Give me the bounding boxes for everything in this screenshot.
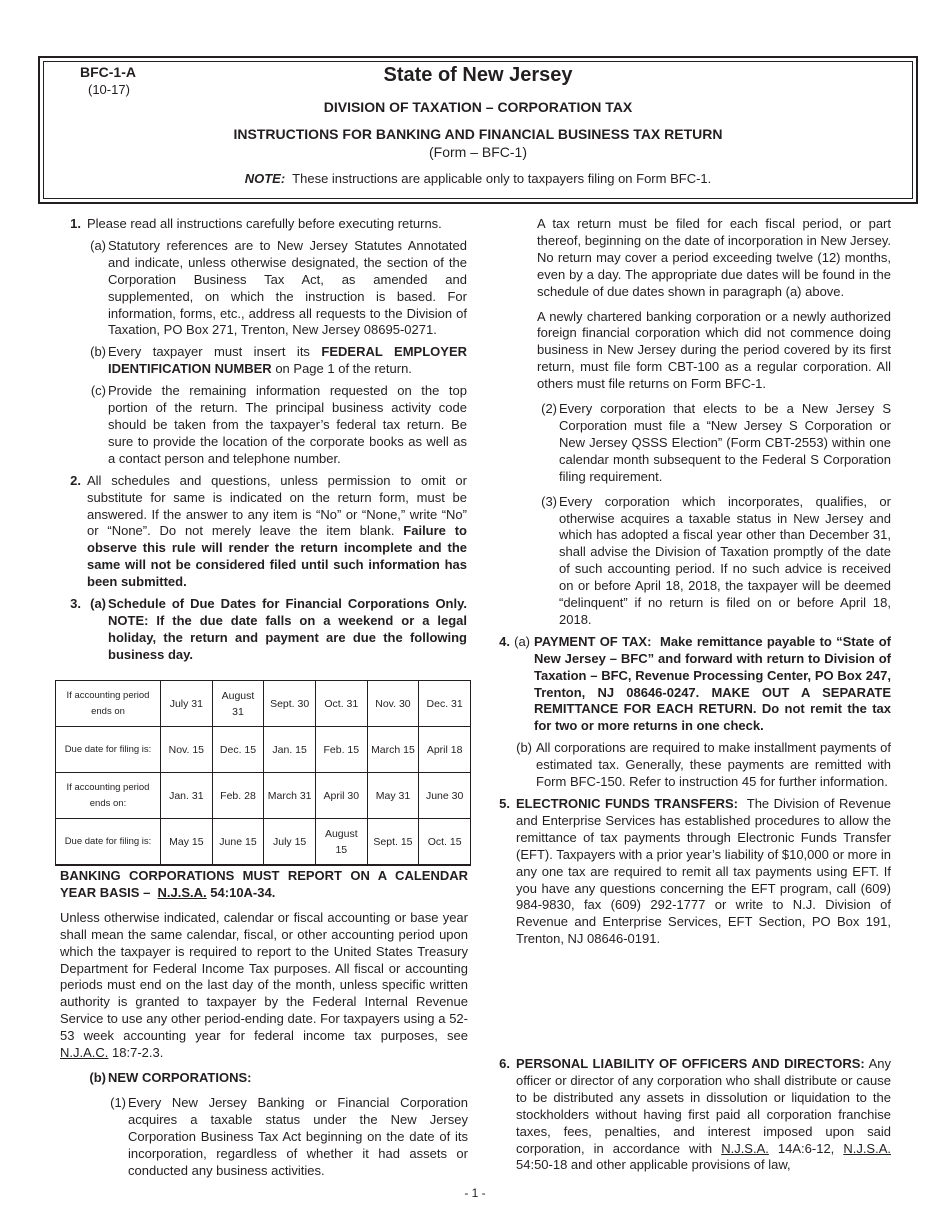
new-corp-item-1-text: Every New Jersey Banking or Financial Corporation acquires a taxable status under the New Jersey Corporation Business Tax Act beginning on the date of its incorporation, regardless of whether it had assets or conducted any business activities. — [128, 1094, 468, 1178]
liability-cite-2-rest: 54:50-18 and other applicable provisions of law, — [516, 1157, 791, 1173]
section-1b-text-end: on Page 1 of the return. — [275, 361, 412, 377]
new-corporations-label: (b) — [89, 1069, 106, 1085]
table-cell: April 30 — [315, 773, 367, 819]
table-cell: Feb. 28 — [212, 773, 264, 819]
payment-text: Make remittance payable to “State of New Jersey – BFC” and forward with return to Division of Taxation – BFC, Revenue Processing Center, PO Box 247, Trenton, NJ 08646-0247. MAKE OUT A SEPARATE REMITTANCE FOR EACH RETURN. Do not remit the tax for two or more returns in one check. — [534, 633, 891, 734]
newly-chartered-paragraph: A newly chartered banking corporation or a newly authorized foreign financial corporation which did not commence doing business in New Jersey during the period covered by its first return, must file form CBT-100 as a regular corporation. All others must file returns on Form BFC-1. — [537, 308, 891, 392]
table-cell: Oct. 31 — [315, 681, 367, 727]
section-1c — [62, 383, 467, 468]
item-3-label: (3) — [541, 493, 557, 509]
item-3 — [495, 494, 891, 629]
section-2-text: All schedules and questions, unless permission to omit or substitute for same is indicated on the return form, must be answered. If the answer to any item is “No” or “None,” write “No” or “None”. Do not merely leave the item blank. — [87, 472, 467, 539]
page-number: - 1 - — [464, 1186, 486, 1200]
section-4b-label: (b) — [516, 740, 532, 756]
section-6-number: 6. — [499, 1056, 510, 1071]
row-header: Due date for filing is: — [56, 727, 161, 773]
note-label: NOTE: — [244, 171, 286, 186]
section-1b-label: (b) — [90, 344, 106, 360]
row-header: Due date for filing is: — [56, 819, 161, 866]
item-3-text: Every corporation which incorporates, qualifies, or otherwise acquires a taxable status in New Jersey and which has adopted a fiscal year other than December 31, shall advise the Division of Taxation promptly of the date of such accounting period. If no such advice is received on or before April 18, 2018, the taxpayer will be deemed “delinquent” if no return is filed on or before April 18, 2018. — [559, 493, 891, 627]
section-1-number: 1. — [70, 216, 81, 231]
liability-text: Any officer or director of any corporation who shall distribute or cause to be distributed any assets in dissolution or liquidation to the stockholders without having first paid all corporation franchise taxes, fees, penalties, and interest imposed upon said corporation, in accordance with — [516, 1056, 891, 1156]
section-1b — [62, 344, 467, 378]
section-3a-label: (a) — [90, 596, 106, 612]
table-cell: May 15 — [161, 819, 213, 866]
table-cell: July 15 — [264, 819, 316, 866]
liability-cite-2: N.J.S.A. — [843, 1140, 891, 1156]
section-1c-text: Provide the remaining information requested on the top portion of the return. The principal business activity code should be taken from the taxpayer’s federal tax return. Be sure to provide the location of the corporate books as well as a contact person and telephone number. — [108, 383, 467, 466]
state-title: State of New Jersey — [383, 64, 573, 86]
table-cell: August 31 — [212, 681, 264, 727]
header-note — [0, 171, 950, 186]
accounting-cite-rest: 18:7-2.3. — [112, 1045, 164, 1061]
new-corporations-heading — [60, 1070, 468, 1087]
form-revision: (10-17) — [88, 82, 130, 97]
section-6 — [495, 1056, 891, 1174]
banking-cite-rest: 54:10A-34. — [210, 884, 276, 900]
table-row — [56, 773, 471, 819]
section-6-block — [495, 1056, 891, 1174]
section-2 — [62, 473, 467, 591]
new-corp-item-1 — [60, 1095, 468, 1180]
item-2-text: Every corporation that elects to be a New Jersey S Corporation must file a “New Jersey S Corporation or New Jersey QSSS Election” (Form CBT-2553) within one calendar month subsequent to the Federal S Corporation filing requirement. — [559, 401, 891, 484]
eft-text: The Division of Revenue and Enterprise Services has established procedures to allow the remittance of tax payments through Electronic Funds Transfer (EFT). Taxpayers with a prior year’s liability of $10,000 or more in any one tax are required to remit all tax payments using EFT. If you have any questions concerning the EFT program, call (609) 984-9830, fax (609) 292-1777 or write to N.J. Division of Revenue and Enterprise Services, EFT Section, PO Box 191, Trenton, NJ 08646-0191. — [516, 796, 891, 947]
section-3a-text: Schedule of Due Dates for Financial Corporations Only. NOTE: If the due date falls on a weekend or a legal holiday, the return and payment are due the following business day. — [108, 596, 467, 662]
table-cell: March 31 — [264, 773, 316, 819]
row-header: If accounting period ends on — [56, 681, 161, 727]
accounting-cite: N.J.A.C. — [60, 1045, 109, 1061]
banking-heading — [60, 868, 468, 902]
section-2-warning: Failure to observe this rule will render the return incomplete and the same will not be considered filed until such information has been submitted. — [87, 523, 467, 590]
table-row — [56, 681, 471, 727]
accounting-paragraph — [60, 910, 468, 1062]
section-1c-label: (c) — [90, 383, 106, 399]
right-column — [495, 216, 891, 948]
item-2 — [495, 401, 891, 486]
table-row — [56, 819, 471, 866]
section-4a: 4. (a) PAYMENT OF TAX: Make remittance payable to “State of New Jersey – BFC” and forward with return to Division of Taxation – BFC, Revenue Processing Center, PO Box 247, Trenton, NJ 08646-0247. MAKE OUT A SEPARATE REMITTANCE FOR EACH RETURN. Do not remit the tax for two or more returns in one check. — [495, 634, 891, 735]
division-title: DIVISION OF TAXATION – CORPORATION TAX — [323, 99, 633, 115]
table-cell: Dec. 31 — [419, 681, 471, 727]
table-cell: August 15 — [315, 819, 367, 866]
item-2-label: (2) — [541, 401, 557, 417]
table-cell: Jan. 31 — [161, 773, 213, 819]
table-cell: July 31 — [161, 681, 213, 727]
banking-heading-text: BANKING CORPORATIONS MUST REPORT ON A CALENDAR YEAR BASIS – — [60, 868, 468, 900]
section-4a-label: (a) — [514, 633, 530, 649]
section-2-number: 2. — [70, 472, 81, 488]
instructions-title: INSTRUCTIONS FOR BANKING AND FINANCIAL BUSINESS TAX RETURN — [233, 126, 723, 142]
section-3 — [62, 596, 467, 664]
due-date-table — [55, 680, 471, 866]
new-corp-item-1-label: (1) — [110, 1094, 126, 1110]
table-cell: June 15 — [212, 819, 264, 866]
section-1b-text: Every taxpayer must insert its — [108, 344, 310, 360]
section-1a — [62, 238, 467, 339]
form-id: BFC-1-A — [80, 64, 136, 80]
accounting-text: Unless otherwise indicated, calendar or fiscal accounting or base year shall mean the same calendar, fiscal, or other accounting period upon which the taxpayer is required to report to the United States Treasury Department for Federal Income Tax purposes. All fiscal or accounting periods must end on the last day of the month, unless specific written authority is granted to taxpayer by the Federal Internal Revenue Service to use any other period-ending date. For taxpayers using a 52-53 week accounting year for federal income tax purposes, see — [60, 909, 468, 1044]
section-4b-text: All corporations are required to make installment payments of estimated tax. Generally, these payments are remitted with Form BFC-150. Refer to instruction 45 for further information. — [536, 740, 891, 790]
table-row — [56, 727, 471, 773]
table-cell: Oct. 15 — [419, 819, 471, 866]
table-cell: Feb. 15 — [315, 727, 367, 773]
left-column-bottom — [60, 868, 468, 1179]
section-1-text: Please read all instructions carefully before executing returns. — [87, 216, 442, 231]
section-5-number: 5. — [499, 796, 510, 811]
section-1a-label: (a) — [90, 237, 106, 253]
row-header: If accounting period ends on: — [56, 773, 161, 819]
liability-cite-1-rest: 14A:6-12, — [777, 1140, 835, 1156]
table-cell: May 31 — [367, 773, 419, 819]
payment-title: PAYMENT OF TAX — [534, 633, 648, 649]
section-4b — [495, 740, 891, 791]
section-3-number: 3. — [70, 596, 81, 612]
table-cell: Nov. 15 — [161, 727, 213, 773]
fein-emphasis: FEDERAL EMPLOYER IDENTIFICATION NUMBER — [108, 344, 467, 377]
new-corporations-title: NEW CORPORATIONS: — [108, 1069, 252, 1085]
banking-cite: N.J.S.A. — [157, 884, 207, 900]
table-cell: Sept. 30 — [264, 681, 316, 727]
table-cell: March 15 — [367, 727, 419, 773]
liability-cite-1: N.J.S.A. — [721, 1140, 769, 1156]
filing-period-paragraph: A tax return must be filed for each fiscal period, or part thereof, beginning on the date of incorporation in New Jersey. No return may cover a period exceeding twelve (12) months, even by a day. The appropriate due dates will be found in the schedule of due dates shown in paragraph (a) above. — [537, 216, 891, 299]
table-cell: Dec. 15 — [212, 727, 264, 773]
form-reference: (Form – BFC-1) — [429, 144, 527, 160]
left-column-top — [62, 216, 467, 664]
liability-title: PERSONAL LIABILITY OF OFFICERS AND DIRECTORS: — [516, 1056, 865, 1071]
eft-title: ELECTRONIC FUNDS TRANSFERS: — [516, 796, 739, 811]
table-cell: Nov. 30 — [367, 681, 419, 727]
section-1a-text: Statutory references are to New Jersey Statutes Annotated and indicate, unless otherwise designated, the section of the Corporation Business Tax Act, as amended and supplemented, on which the instruction is based. For information, forms, etc., address all requests to the Division of Taxation, PO Box 271, Trenton, New Jersey 08695-0271. — [108, 237, 467, 338]
section-5 — [495, 796, 891, 948]
table-cell: April 18 — [419, 727, 471, 773]
section-1 — [62, 216, 467, 233]
note-text: These instructions are applicable only to taxpayers filing on Form BFC-1. — [292, 171, 712, 186]
table-cell: June 30 — [419, 773, 471, 819]
table-cell: Sept. 15 — [367, 819, 419, 866]
section-4-number: 4. — [499, 633, 510, 649]
table-cell: Jan. 15 — [264, 727, 316, 773]
